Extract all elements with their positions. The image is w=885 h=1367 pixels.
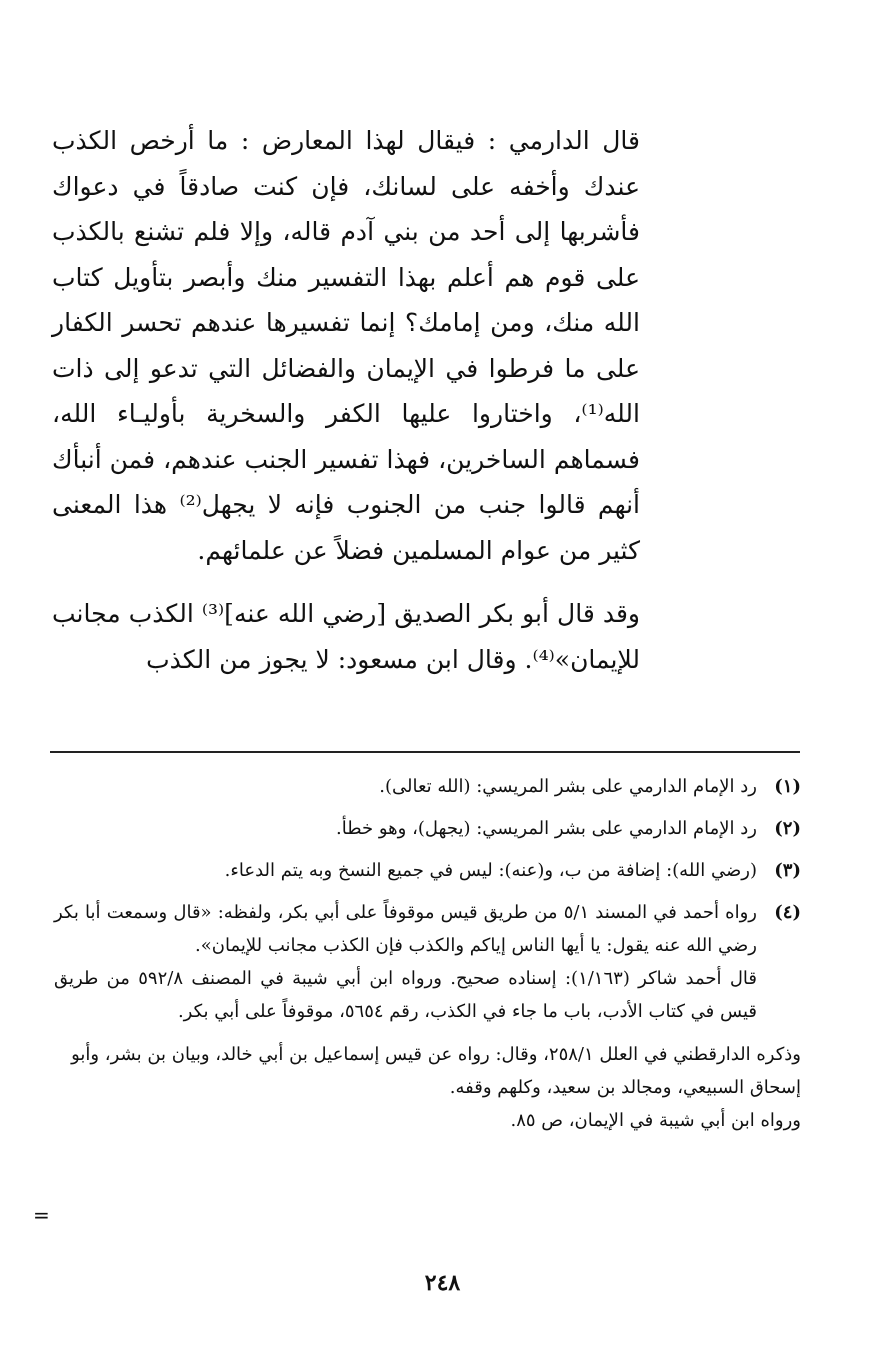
page-number: ٢٤٨ [424,1270,461,1296]
footnotes [54,770,801,1137]
footnote-continuation-text: ورواه ابن أبي شيبة في الإيمان، ص ٨٥. [510,1110,801,1131]
continuation-mark: = [33,1203,50,1227]
footnote-4 [54,896,801,1028]
footnote-text: (رضي الله): إضافة من ب، و(عنه): ليس في جميع النسخ وبه يتم الدعاء. [224,860,757,881]
paragraph-2: وقد قال أبو بكر الصديق [رضي الله عنه]⁽³⁾ الكذب مجانب للإيمان»⁽⁴⁾. وقال ابن مسعود: لا يجوز من الكذب [52,599,641,674]
footnote-1 [54,770,801,803]
footnote-text: رواه أحمد في المسند ٥/١ من طريق قيس موقوفاً على أبي بكر، ولفظه: «قال وسمعت أبا بكر رضي الله عنه يقول: يا أيها الناس إياكم والكذب فإن الكذب مجانب للإيمان». [54,902,757,956]
footnote-number: (٤) [774,902,801,923]
footnote-continuation [54,1038,801,1137]
footnote-separator [50,751,800,753]
footnote-text: رد الإمام الدارمي على بشر المريسي: (الله تعالى). [379,776,757,797]
footnote-number: (٢) [774,818,801,839]
footnote-number: (٣) [774,860,801,881]
footnote-3 [54,854,801,887]
footnote-number: (١) [774,776,801,797]
footnote-continuation-text: وذكره الدارقطني في العلل ٢٥٨/١، وقال: رواه عن قيس إسماعيل بن أبي خالد، وبيان بن بشر، وأبو إسحاق السبيعي، ومجالد بن سعيد، وكلهم وقفه. [71,1044,801,1098]
paragraph-1: قال الدارمي : فيقال لهذا المعارض : ما أرخص الكذب عندك وأخفه على لسانك، فإن كنت صادقاً في دعواك فأشربها إلى أحد من بني آدم قاله، وإلا فلم تشنع بالكذب على قوم هم أعلم بهذا التفسير منك وأبصر بتأويل كتاب الله منك، ومن إمامك؟ إنما تفسيرها عندهم تحسر الكفار على ما فرطوا في الإيمان والفضائل التي تدعو إلى ذات الله⁽¹⁾، واختاروا عليها الكفر والسخرية بأوليـاء الله، فسماهم الساخرين، فهذا تفسير الجنب عندهم، فمن أنبأك أنهم قالوا جنب من الجنوب فإنه لا يجهل⁽²⁾ هذا المعنى كثير من عوام المسلمين فضلاً عن علمائهم. [52,126,640,565]
main-text [52,118,640,682]
footnote-2 [54,812,801,845]
footnote-text: قال أحمد شاكر (١/١٦٣): إسناده صحيح. ورواه ابن أبي شيبة في المصنف ٥٩٢/٨ من طريق قيس في كتاب الأدب، باب ما جاء في الكذب، رقم ٥٦٥٤، موقوفاً على أبي بكر. [54,968,757,1022]
footnote-text: رد الإمام الدارمي على بشر المريسي: (يجهل)، وهو خطأ. [336,818,757,839]
